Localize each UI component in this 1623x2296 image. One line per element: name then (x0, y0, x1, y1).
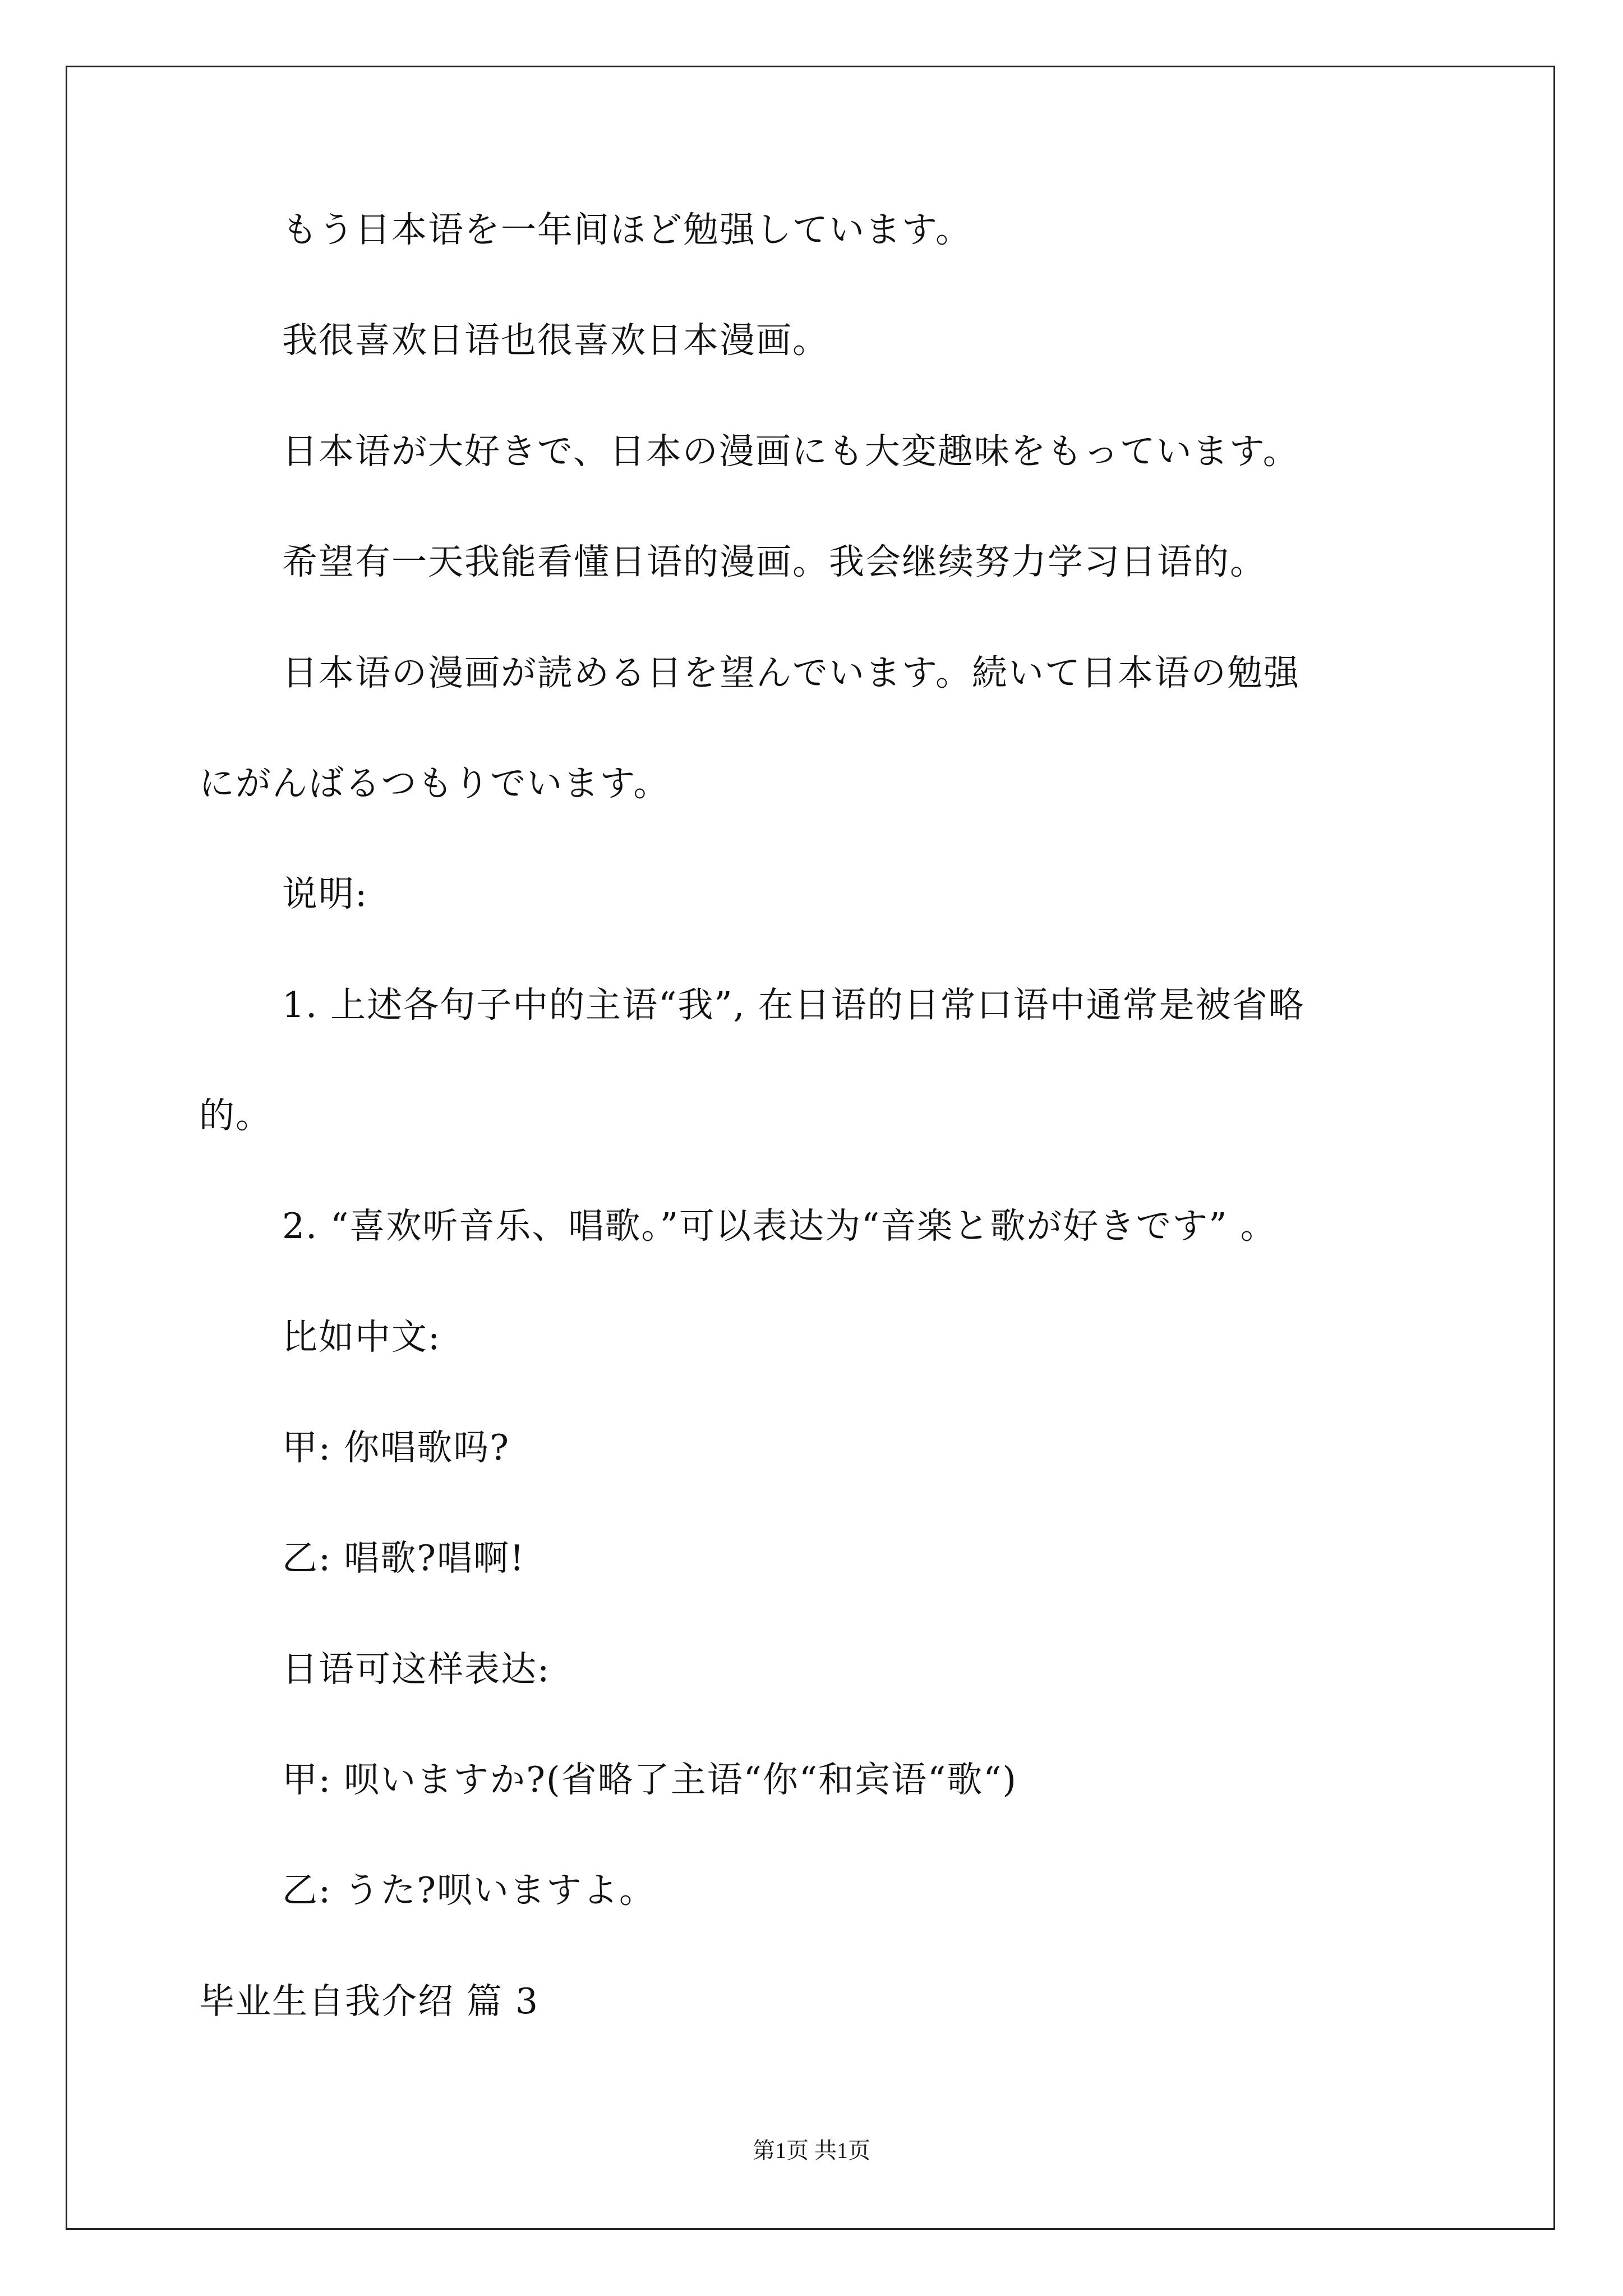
dialogue-line-b-jp: 乙: うた?呗いますよ。 (282, 1870, 656, 1911)
example-chinese-heading: 比如中文: (282, 1317, 441, 1358)
page-footer: 第1页 共1页 (753, 2138, 870, 2163)
note-2: 2. “喜欢听音乐、唱歌。”可以表达为“音楽と歌が好きです” 。 (282, 1205, 1277, 1246)
paragraph-5: 日本语の漫画が読める日を望んでいます。続いて日本语の勉强 (282, 652, 1300, 693)
dialogue-line-a-cn: 甲: 你唱歌吗? (282, 1427, 510, 1468)
paragraph-4: 希望有一天我能看懂日语的漫画。我会继续努力学习日语的。 (282, 541, 1266, 582)
paragraph-1: もう日本语を一年间ほど勉强しています。 (282, 209, 972, 250)
paragraph-2: 我很喜欢日语也很喜欢日本漫画。 (282, 320, 829, 361)
dialogue-line-a-jp: 甲: 呗いますか?(省略了主语“你“和宾语“歌“) (282, 1759, 1018, 1800)
example-japanese-heading: 日语可这样表达: (282, 1649, 551, 1690)
section-heading: 毕业生自我介绍 篇 3 (199, 1981, 540, 2022)
dialogue-line-b-cn: 乙: 唱歌?唱啊! (282, 1538, 525, 1579)
paragraph-5-cont: にがんばるつもりでいます。 (199, 763, 670, 804)
paragraph-3: 日本语が大好きで、日本の漫画にも大変趣味をもっています。 (282, 431, 1299, 472)
note-1: 1. 上述各句子中的主语“我”, 在日语的日常口语中通常是被省略 (282, 984, 1305, 1025)
explanation-heading: 说明: (282, 873, 368, 914)
note-1-cont: 的。 (199, 1095, 272, 1136)
